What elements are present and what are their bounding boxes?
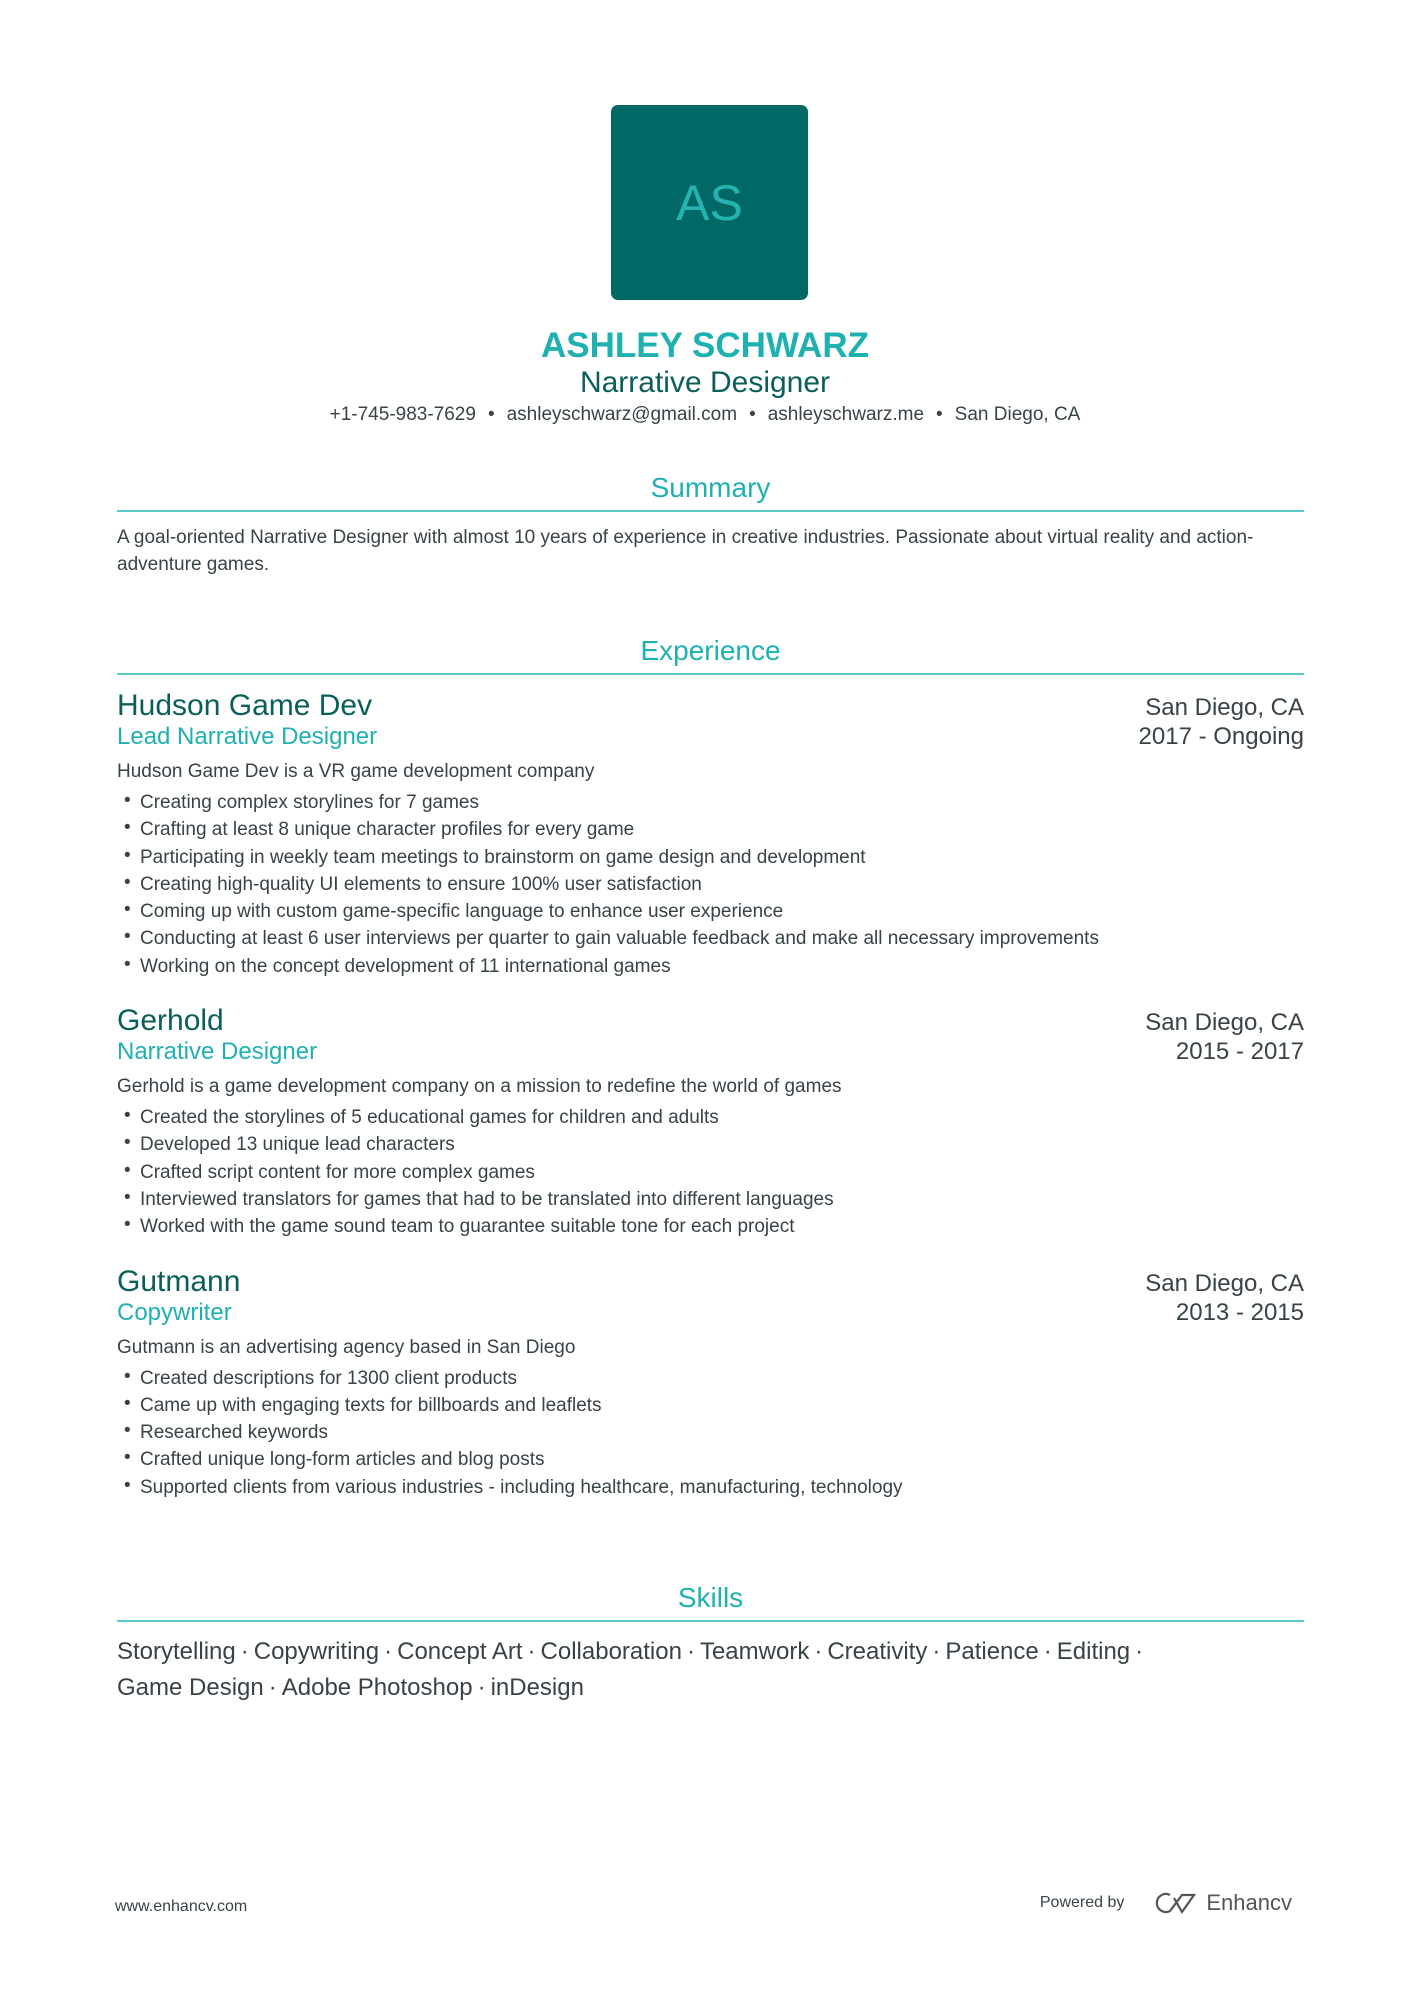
section-heading: Experience (117, 635, 1304, 675)
footer-website[interactable]: www.enhancv.com (115, 1898, 248, 1915)
job-entry (117, 1004, 1304, 1240)
skill-item: Patience (945, 1638, 1039, 1665)
job-role: Copywriter (117, 1298, 232, 1326)
skill-item: Storytelling (117, 1638, 236, 1665)
bullet-item: • Worked with the game sound team to guarantee suitable tone for each project (117, 1213, 1304, 1240)
skill-item: Copywriting (253, 1638, 380, 1665)
company-description: Gerhold is a game development company on a mission to redefine the world of games (117, 1076, 842, 1098)
contact-info: +1-745-983-7629 • ashleyschwarz@gmail.com • ashleyschwarz.me • San Diego, CA (329, 404, 1081, 425)
skills-section (117, 1582, 1304, 1706)
enhancv-logo: Enhancv (1150, 1890, 1292, 1916)
skill-item: Collaboration (540, 1638, 682, 1665)
bullet-item: • Creating high-quality UI elements to ensure 100% user satisfaction (117, 871, 1304, 898)
job-entry (117, 689, 1304, 980)
job-role: Narrative Designer (117, 1038, 318, 1066)
company-name: Hudson Game Dev (117, 689, 373, 722)
bullet-item: • Created descriptions for 1300 client products (117, 1365, 1304, 1392)
experience-section (117, 635, 1304, 1501)
skill-item: Creativity (827, 1638, 928, 1665)
skill-item: inDesign (490, 1674, 584, 1701)
bullet-item: • Came up with engaging texts for billboards and leaflets (117, 1392, 1304, 1419)
skill-item: Concept Art (397, 1638, 523, 1665)
footer-powered (1040, 1890, 1292, 1916)
phone: +1-745-983-7629 (329, 404, 476, 425)
bullet-item: • Created the storylines of 5 educational games for children and adults (117, 1104, 1304, 1131)
job-dates: 2017 - Ongoing (1138, 723, 1304, 750)
summary-section (117, 472, 1304, 578)
enhancv-logo-icon (1150, 1890, 1196, 1916)
job-location: San Diego, CA (1145, 694, 1304, 721)
summary-text: A goal-oriented Narrative Designer with almost 10 years of experience in creative industries. Passionate about virtual reality and action-adventure games. (117, 527, 1254, 575)
location: San Diego, CA (954, 404, 1081, 425)
bullet-item: • Conducting at least 6 user interviews per quarter to gain valuable feedback and make all necessary improvements (117, 925, 1304, 952)
bullet-item: • Creating complex storylines for 7 games (117, 789, 1304, 816)
job-location: San Diego, CA (1145, 1269, 1304, 1297)
bullet-item: • Crafted unique long-form articles and blog posts (117, 1446, 1304, 1473)
candidate-title: Narrative Designer (579, 366, 831, 399)
candidate-name: ASHLEY SCHWARZ (541, 326, 869, 365)
bullet-list (117, 1104, 1304, 1240)
bullet-item: • Participating in weekly team meetings to brainstorm on game design and development (117, 844, 1304, 871)
bullet-item: • Researched keywords (117, 1419, 1304, 1446)
bullet-item: • Coming up with custom game-specific language to enhance user experience (117, 898, 1304, 925)
bullet-list (117, 789, 1304, 980)
skill-item: Adobe Photoshop (281, 1674, 473, 1701)
skill-item: Game Design (117, 1674, 264, 1701)
skill-item: Editing (1056, 1638, 1131, 1665)
section-heading: Skills (117, 1582, 1304, 1622)
avatar: AS (611, 105, 808, 300)
job-location: San Diego, CA (1145, 1009, 1304, 1037)
section-heading: Summary (117, 472, 1304, 512)
company-description: Gutmann is an advertising agency based in San Diego (117, 1336, 576, 1358)
website[interactable]: ashleyschwarz.me (767, 404, 925, 425)
bullet-item: • Interviewed translators for games that had to be translated into different languages (117, 1186, 1304, 1213)
skill-item: Teamwork (699, 1638, 810, 1665)
company-name: Gerhold (117, 1004, 224, 1038)
email[interactable]: ashleyschwarz@gmail.com (506, 404, 738, 425)
job-dates: 2013 - 2015 (1175, 1298, 1304, 1326)
bullet-item: • Crafting at least 8 unique character profiles for every game (117, 816, 1304, 843)
skills-list: Storytelling · Copywriting · Concept Art · Collaboration · Teamwork · Creativity · Patience · Editing · Game Design · Adobe Photoshop · inDesign (117, 1638, 1144, 1701)
bullet-item: • Crafted script content for more complex games (117, 1159, 1304, 1186)
job-dates: 2015 - 2017 (1175, 1038, 1304, 1066)
company-description: Hudson Game Dev is a VR game development company (117, 761, 595, 782)
company-name: Gutmann (117, 1264, 241, 1298)
bullet-item: • Developed 13 unique lead characters (117, 1131, 1304, 1158)
job-role: Lead Narrative Designer (117, 723, 378, 750)
bullet-list (117, 1365, 1304, 1501)
powered-by-label: Powered by (1039, 1894, 1125, 1911)
job-entry (117, 1265, 1304, 1501)
bullet-item: • Supported clients from various industries - including healthcare, manufacturing, technology (117, 1474, 1304, 1501)
bullet-item: • Working on the concept development of 11 international games (117, 953, 1304, 980)
